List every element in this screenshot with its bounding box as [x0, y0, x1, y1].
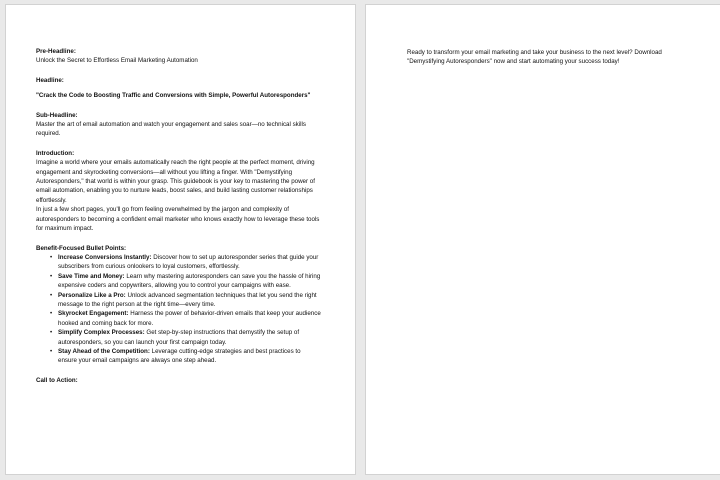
page-1-content	[36, 47, 321, 395]
call-to-action-text: Ready to transform your email marketing and take your business to the next level? Download "Demystifying Autoresponders" now and start automating your success today!	[407, 49, 662, 66]
pre-headline-section	[36, 47, 321, 66]
headline-section	[36, 76, 321, 101]
sub-headline-section	[36, 111, 321, 139]
list-item	[58, 309, 321, 328]
bullet-text: Learn why mastering autoresponders can save you the hassle of hiring expensive coders and copywriters, allowing you to control your campaigns with ease.	[58, 272, 321, 290]
bullet-text: Harness the power of behavior-driven emails that keep your audience hooked and coming back for more.	[58, 310, 321, 327]
sub-headline-label: Sub-Headline:	[36, 111, 78, 119]
benefits-section	[36, 244, 321, 366]
headline-text: "Crack the Code to Boosting Traffic and Conversions with Simple, Powerful Autoresponders"	[36, 92, 311, 100]
list-item	[58, 291, 321, 310]
page-2-content	[407, 48, 687, 67]
introduction-section	[36, 149, 321, 234]
bullet-title: Skyrocket Engagement:	[58, 310, 129, 318]
benefits-list	[36, 253, 321, 366]
introduction-label: Introduction:	[36, 149, 75, 157]
list-item	[58, 347, 321, 366]
bullet-title: Stay Ahead of the Competition:	[58, 347, 150, 355]
document-page-2	[365, 4, 720, 475]
sub-headline-text: Master the art of email automation and watch your engagement and sales soar—no technical skills required.	[36, 121, 306, 138]
pre-headline-label: Pre-Headline:	[36, 48, 76, 55]
bullet-text: Discover how to set up autoresponder series that guide your subscribers from curious onlookers to loyal customers, effortlessly.	[58, 253, 319, 271]
headline-label: Headline:	[36, 76, 64, 84]
bullet-title: Simplify Complex Processes:	[58, 329, 145, 337]
list-item	[58, 272, 321, 291]
list-item	[58, 328, 321, 347]
bullet-title: Personalize Like a Pro:	[58, 291, 126, 299]
document-page-1	[5, 4, 356, 475]
introduction-paragraph-1: Imagine a world where your emails automatically reach the right people at the perfect moment, driving engagement and skyrocketing conversions—all without you lifting a finger. With "Demystifying Autoresponders," that world is within your grasp. This guidebook is your key to mastering the power of email automation, enabling you to nurture leads, boost sales, and build lasting customer relationships effortlessly.	[36, 159, 315, 204]
bullet-title: Save Time and Money:	[58, 272, 125, 280]
introduction-paragraph-2: In just a few short pages, you'll go from feeling overwhelmed by the jargon and complexity of autoresponders to becoming a confident email marketer who knows exactly how to leverage these tools for maximum impact.	[36, 206, 320, 233]
list-item	[58, 253, 321, 272]
bullet-title: Increase Conversions Instantly:	[58, 253, 152, 261]
bullet-text: Leverage cutting-edge strategies and best practices to ensure your email campaigns are always one step ahead.	[58, 347, 301, 365]
bullet-text: Unlock advanced segmentation techniques that let you send the right message to the right person at the right time—every time.	[58, 291, 317, 308]
bullet-text: Get step-by-step instructions that demystify the setup of autoresponders, so you can launch your first campaign today.	[58, 329, 300, 346]
benefits-label: Benefit-Focused Bullet Points:	[36, 244, 127, 252]
call-to-action-label: Call to Action:	[36, 376, 78, 384]
call-to-action-section	[36, 376, 321, 385]
pre-headline-text: Unlock the Secret to Effortless Email Marketing Automation	[36, 57, 198, 65]
